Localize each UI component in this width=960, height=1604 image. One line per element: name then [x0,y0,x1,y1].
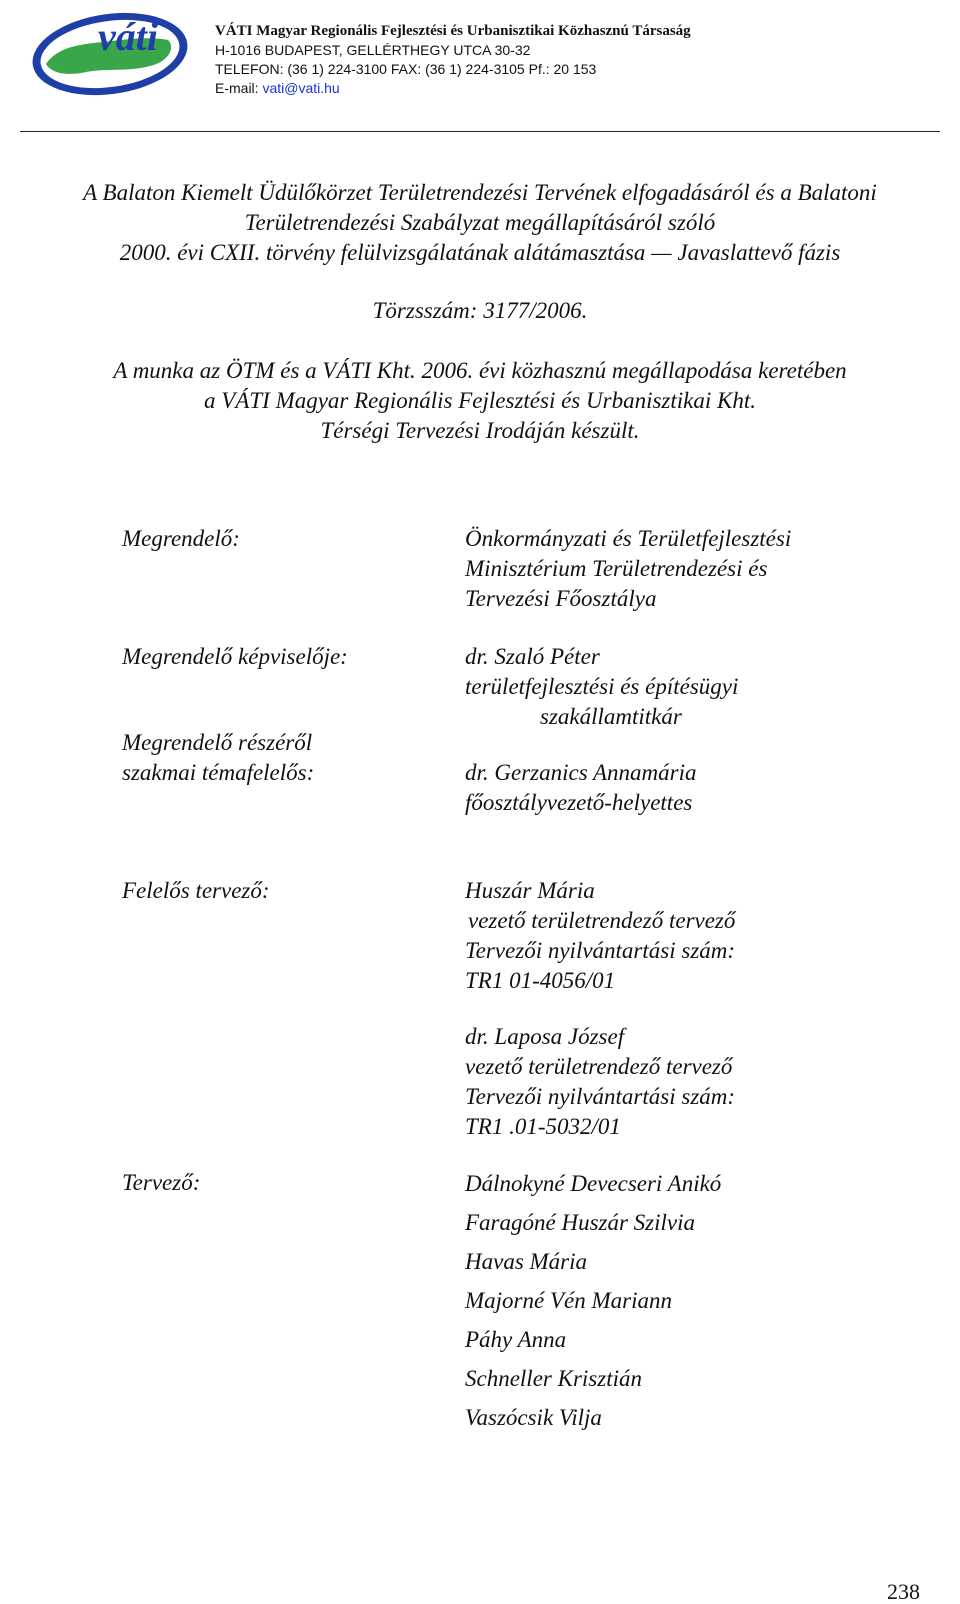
designers-label: Tervező: [122,1170,201,1195]
organization-name: VÁTI Magyar Regionális Fejlesztési és Urbanisztikai Közhasznú Társaság [215,23,691,39]
client-value [465,524,791,614]
responsible-reg-label: Tervezői nyilvántartási szám: [465,1084,736,1109]
responsible-reg-no: TR1 01-4056/01 [465,968,616,993]
organization-email [215,79,691,98]
logo-wordmark: váti [98,14,158,59]
designer-name: Faragóné Huszár Szilvia [465,1210,695,1235]
client-prof-name: dr. Gerzanics Annamária [465,760,697,785]
title-line-3: 2000. évi CXII. törvény felülvizsgálatának alátámasztása — Javaslattevő fázis [119,240,841,265]
header-divider [20,131,940,132]
responsible-reg-label: Tervezői nyilvántartási szám: [465,938,736,963]
responsible-name: Huszár Mária [465,878,595,903]
client-prof-role: főosztályvezető-helyettes [465,790,693,815]
letterhead-text [215,22,691,98]
work-note-line-1: A munka az ÖTM és a VÁTI Kht. 2006. évi közhasznú megállapodása keretében [113,358,847,383]
designer-name: Dálnokyné Devecseri Anikó [465,1171,722,1196]
responsible-role: vezető területrendező tervező [465,1054,733,1079]
title-line-2: Területrendezési Szabályzat megállapításáról szóló [244,210,716,235]
client-rep-role: szakállamtitkár [540,704,682,729]
client-prof-value [465,758,697,818]
work-note-line-2: a VÁTI Magyar Regionális Fejlesztési és Urbanisztikai Kht. [204,388,756,413]
email-link[interactable]: vati@vati.hu [262,80,340,96]
client-prof-label [122,728,314,788]
work-note-line-3: Térségi Tervezési Irodáján készült. [320,418,640,443]
page-number: 238 [887,1579,920,1604]
responsible-name: dr. Laposa József [465,1024,625,1049]
designers-list [465,1164,721,1437]
client-rep-label: Megrendelő képviselője: [122,644,348,669]
client-rep-name: dr. Szaló Péter [465,644,600,669]
client-value-line: Minisztérium Területrendezési és [465,556,768,581]
client-prof-label-line: Megrendelő részéről [122,730,313,755]
designer-name: Havas Mária [465,1249,588,1274]
vati-logo [28,6,193,102]
designer-name: Vaszócsik Vilja [465,1405,602,1430]
letterhead [0,0,960,135]
work-note [0,356,960,446]
designer-name: Schneller Krisztián [465,1366,642,1391]
client-value-line: Önkormányzati és Területfejlesztési [465,526,792,551]
email-label: E-mail: [215,80,263,96]
responsible-person-2 [465,1022,735,1142]
responsible-label: Felelős tervező: [122,878,270,903]
client-value-line: Tervezési Főosztálya [465,586,657,611]
organization-phones: TELEFON: (36 1) 224-3100 FAX: (36 1) 224-3105 Pf.: 20 153 [215,61,597,77]
document-title [0,178,960,268]
responsible-person-1 [465,876,735,996]
designer-name: Páhy Anna [465,1327,567,1352]
client-rep-value [465,642,738,732]
client-prof-label-line: szakmai témafelelős: [122,760,315,785]
responsible-reg-no: TR1 .01-5032/01 [465,1114,621,1139]
organization-address: H-1016 BUDAPEST, GELLÉRTHEGY UTCA 30-32 [215,42,531,58]
registry-number: Törzsszám: 3177/2006. [372,298,588,323]
responsible-role: vezető területrendező tervező [468,908,736,933]
designer-name: Majorné Vén Mariann [465,1288,672,1313]
client-rep-role: területfejlesztési és építésügyi [465,674,739,699]
title-line-1: A Balaton Kiemelt Üdülőkörzet Területrendezési Tervének elfogadásáról és a Balatoni [83,180,877,205]
client-label: Megrendelő: [122,526,240,551]
